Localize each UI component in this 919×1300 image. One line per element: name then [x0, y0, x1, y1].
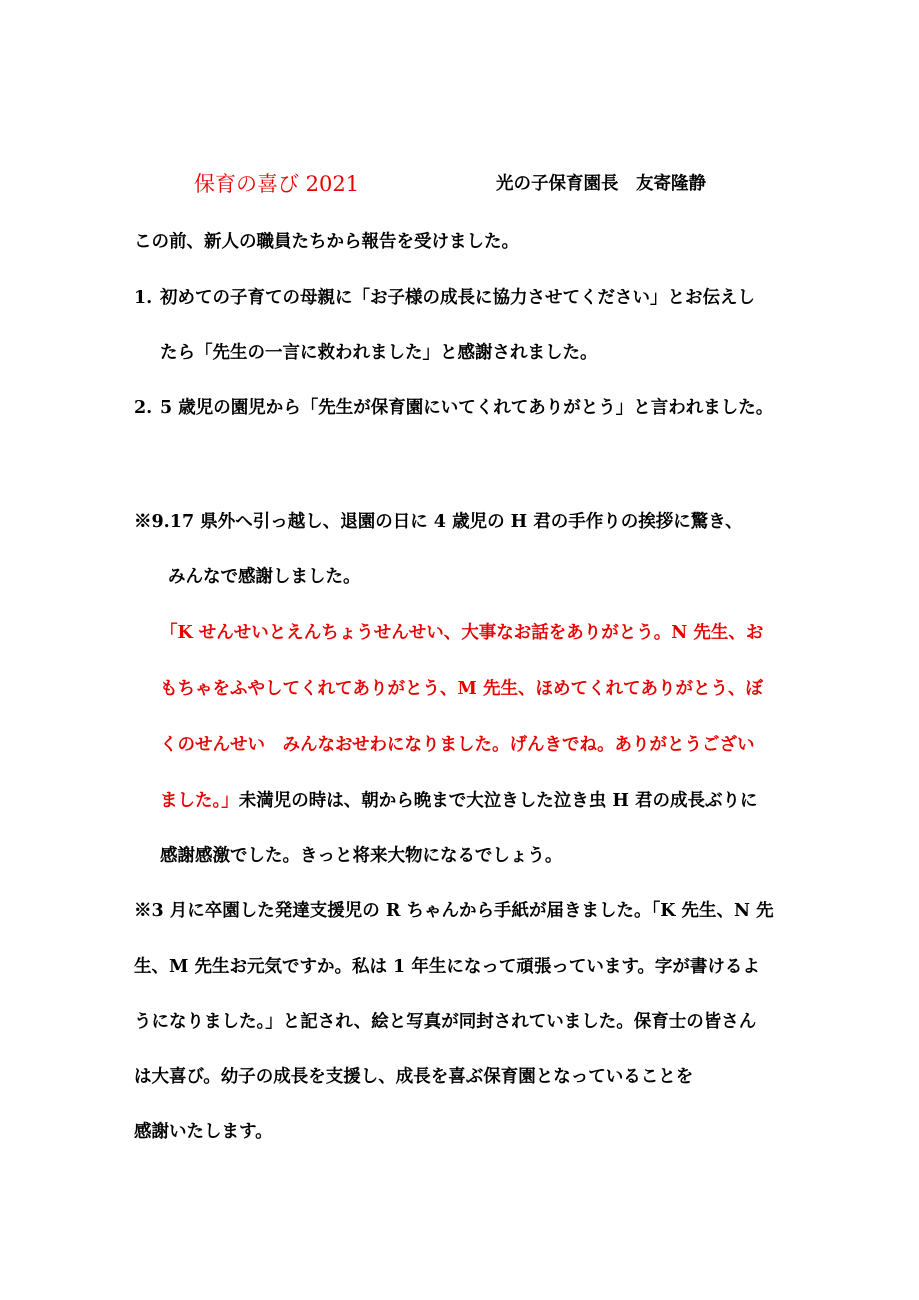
note-2-line-5: 感謝いたします。	[134, 1122, 273, 1142]
note-2-line-2: 生、M 先生お元気ですか。私は 1 年生になって頑張っています。字が書けるよ	[134, 957, 760, 977]
report-2-line-1	[134, 396, 773, 420]
report-2-text: 5 歳児の園児から「先生が保育園にいてくれてありがとう」と言われました。	[160, 398, 774, 418]
note-1-continuation: 未満児の時は、朝から晩まで大泣きした泣き虫 H 君の成長ぶりに	[238, 791, 758, 811]
document-title: 保育の喜び 2021	[194, 172, 360, 196]
quote-line-3: くのせんせい みんなおせわになりました。げんきでね。ありがとうござい	[160, 735, 755, 755]
author-line: 光の子保育園長 友寄隆静	[496, 174, 706, 194]
note-2-line-4: は大喜び。幼子の成長を支援し、成長を喜ぶ保育園となっていることを	[134, 1067, 694, 1087]
report-2-number: 2.	[134, 398, 153, 418]
note-1-line-last: 感謝感激でした。きっと将来大物になるでしょう。	[160, 846, 563, 866]
note-1-line-2: みんなで感謝しました。	[168, 567, 361, 587]
quote-closing: ました。」	[160, 791, 239, 811]
quote-line-1: 「K せんせいとえんちょうせんせい、大事なお話をありがとう。N 先生、お	[160, 623, 764, 643]
note-1-line-1: ※9.17 県外へ引っ越し、退園の日に 4 歳児の H 君の手作りの挨拶に驚き、	[134, 512, 743, 532]
report-1-text: 初めての子育ての母親に「お子様の成長に協力させてください」とお伝えし	[160, 288, 755, 308]
quote-line-4	[160, 789, 757, 813]
quote-line-2: もちゃをふやしてくれてありがとう、M 先生、ほめてくれてありがとう、ぼ	[160, 679, 763, 699]
intro-text: この前、新人の職員たちから報告を受けました。	[134, 232, 519, 252]
report-1-line-1	[134, 286, 755, 310]
report-1-line-2: たら「先生の一言に救われました」と感謝されました。	[160, 343, 598, 363]
note-2-line-3: うになりました。」と記され、絵と写真が同封されていました。保育士の皆さん	[134, 1012, 757, 1032]
report-1-number: 1.	[134, 288, 153, 308]
note-2-line-1: ※3 月に卒園した発達支援児の R ちゃんから手紙が届きました。「K 先生、N 先	[134, 901, 774, 921]
